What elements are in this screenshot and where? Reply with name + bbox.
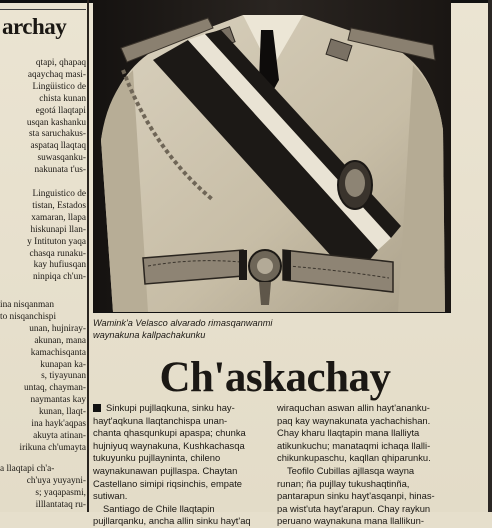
article-column-2 (277, 402, 455, 528)
officer-illustration (93, 0, 451, 312)
text-line: kunan, llaqt- (39, 407, 86, 418)
text-line: ch'uya yuyayni- (26, 475, 86, 486)
paragraph-bullet-icon (93, 404, 101, 412)
text-line: akuyta atinan- (33, 430, 86, 441)
left-text-block-1 (0, 58, 86, 177)
text-line: suwasqanku- (37, 153, 86, 164)
text-line: egotá llaqtapi (35, 105, 86, 116)
text-line: chikunkupaschu, kaqllan qhiparunku. (277, 452, 431, 464)
text-line: kamachisqanta (30, 347, 86, 358)
text-line: tistan, Estados (32, 200, 86, 211)
text-line: qtapi, qhapaq (35, 58, 86, 68)
text-line: Castellano simipi riqsinchis, empate (93, 477, 243, 489)
text-line: runan; ña pujllay tukushaqtinña, (277, 477, 410, 489)
caption-line: Wamink'a Velasco alvarado rimasqanwanmi (93, 318, 273, 328)
text-line: s, tiyayunan (41, 371, 86, 382)
text-line: kay hufiusqan (33, 260, 86, 271)
text-line: Santiago de Chile llaqtapin (103, 502, 215, 514)
right-edge (488, 0, 492, 512)
text-line: pantarapun sinku hayt'asqanpi, hinas- (277, 490, 435, 502)
text-line: sutiwan. (93, 490, 128, 502)
text-line: pa wist'uta hayt'arapun. Chay raykun (277, 502, 431, 514)
text-line: Linguistico de (32, 189, 86, 199)
text-line: akunan, mana (34, 335, 86, 346)
text-line: nakunata t'us- (34, 165, 86, 176)
left-column (0, 0, 86, 512)
text-line: untaq, chayman- (24, 383, 86, 394)
text-line: a llaqtapi ch'a- (0, 464, 55, 474)
text-line: peruano waynakuna mana llallikun- (277, 515, 424, 527)
text-line: ina nisqanman (0, 300, 54, 310)
photo-caption (93, 318, 453, 342)
text-line: paq kay waynakunata yachachishan. (277, 414, 431, 426)
text-line: Lingüistico de (32, 81, 86, 92)
text-line: atikunkuchu; manataqmi ichaqa llalli- (277, 439, 431, 451)
text-line: s; yaqapasmi, (35, 487, 86, 498)
text-line: ninpiqa ch'un- (32, 272, 86, 283)
caption-line: waynakuna kallpachakunku (93, 329, 206, 340)
text-line: naymantas kay (30, 395, 86, 406)
text-line: chanta qhasqunkupi apaspa; chunka (93, 427, 246, 439)
text-line: Teofilo Cubillas ajllasqa wayna (287, 464, 415, 476)
column-rule (87, 0, 89, 512)
text-line: unan, hujniray- (29, 323, 86, 334)
left-text-block-3 (0, 300, 86, 455)
text-line: hayt'aqkuna llaqtanchispa unan- (93, 414, 228, 426)
text-line: wiraquchan aswan allin hayt'ananku- (277, 402, 430, 413)
text-line: illlantataq ru- (35, 499, 86, 510)
text-line: pujllarqanku, ancha allin sinku hayt'aq (93, 515, 251, 527)
left-text-block-4 (0, 464, 86, 512)
text-line: xamaran, llapa (31, 212, 86, 223)
text-line: aspataq llaqtaq (30, 141, 86, 152)
text-line: Sinkupi pujllaqkuna, sinku hay- (93, 402, 271, 415)
text-line: usqan kashanku (26, 117, 86, 128)
left-heading-rule (0, 9, 86, 10)
text-line: irikuna ch'umayta (19, 442, 86, 453)
article-column-1 (93, 402, 271, 528)
left-column-heading: archay (2, 14, 67, 39)
news-photo (93, 0, 451, 313)
text-line: tukuyunku pujllayninta, chileno (93, 452, 221, 464)
text-line: hujniyuq waynakuna, Kushkachasqa (93, 439, 245, 451)
text-line: kunapan ka- (40, 359, 86, 370)
text-line: waynakunawan pujllaspa. Chaytan (93, 464, 238, 476)
text-line: ina hayk'aqpas (31, 419, 86, 430)
article-headline: Ch'askachay (159, 354, 391, 401)
text-line: aqaychaq masi- (27, 69, 86, 80)
text-line: chista kunan (39, 93, 86, 104)
text-line: hiskunapi llan- (30, 224, 86, 235)
left-text-block-2 (0, 189, 86, 284)
text-line: y Intituton yaqa (27, 236, 86, 247)
text-line: sta saruchakus- (28, 129, 86, 140)
text-line: to nisqanchispi (0, 311, 57, 322)
text-line: Chay kharu llaqtapin mana llalliyta (277, 427, 420, 439)
text-line: chasqa runaku- (29, 248, 86, 259)
